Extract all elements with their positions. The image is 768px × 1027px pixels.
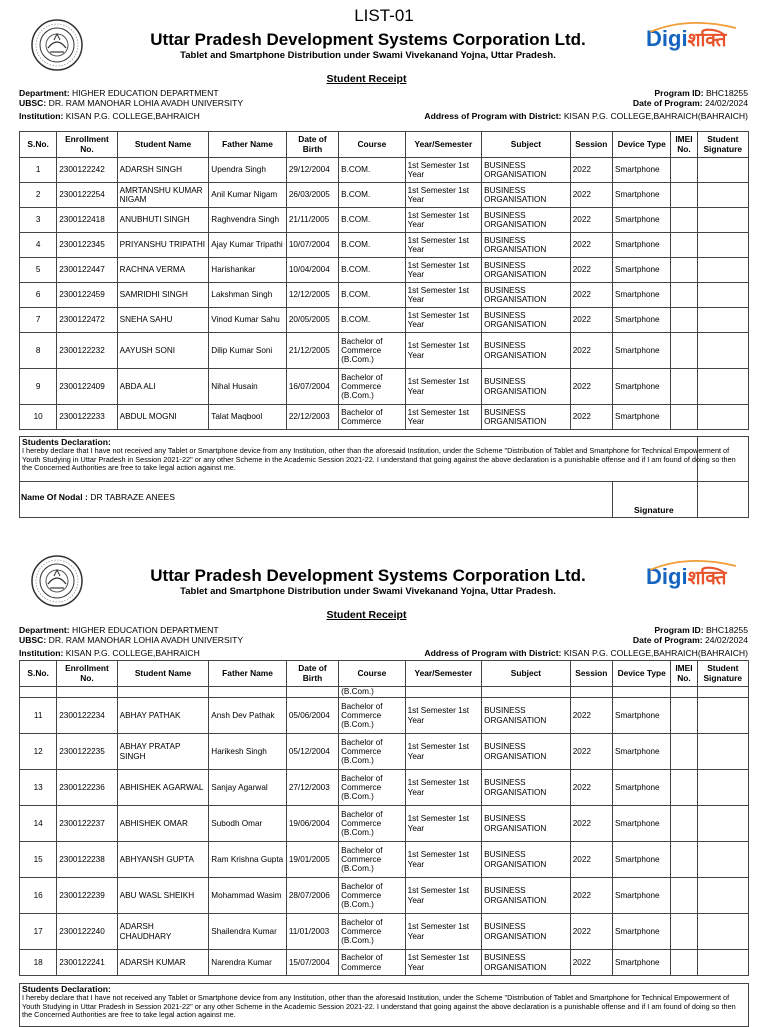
- cell-name: ABHAY PRATAP SINGH: [117, 734, 209, 770]
- cell-course: Bachelor of Commerce (B.Com.): [339, 369, 405, 405]
- cell-subject: BUSINESS ORGANISATION: [482, 770, 571, 806]
- cell-imei: [671, 878, 697, 914]
- corporation-title: Uttar Pradesh Development Systems Corporation Ltd.: [150, 566, 586, 585]
- column-header: Father Name: [209, 132, 287, 158]
- signature-label: Signature: [634, 505, 674, 515]
- cell-name: ANUBHUTI SINGH: [117, 208, 209, 233]
- cell-device: Smartphone: [613, 183, 671, 208]
- cell-dob: 16/07/2004: [286, 369, 338, 405]
- declaration-heading: Students Declaration:: [22, 437, 111, 447]
- cell-enroll: 2300122233: [57, 405, 117, 430]
- cell-device: Smartphone: [613, 770, 671, 806]
- cell-dob: 22/12/2003: [286, 405, 338, 430]
- cell-dob: 11/01/2003: [286, 914, 338, 950]
- cell-signature: [697, 914, 748, 950]
- cell-subject: BUSINESS ORGANISATION: [482, 698, 571, 734]
- cell-device: Smartphone: [613, 806, 671, 842]
- student-table-page-2: [19, 660, 749, 976]
- cell-father: Nihal Husain: [209, 369, 287, 405]
- cell-name: SNEHA SAHU: [117, 308, 209, 333]
- cell-imei: [671, 308, 697, 333]
- cell-signature: [697, 369, 748, 405]
- column-header: Enrollment No.: [57, 132, 117, 158]
- cell-dob: 26/03/2005: [286, 183, 338, 208]
- cell-imei: [671, 950, 697, 976]
- program-date-line: Date of Program: 24/02/2024: [632, 98, 748, 108]
- cell-name: AAYUSH SONI: [117, 333, 209, 369]
- cell-sno: 13: [20, 770, 57, 806]
- cell-course: Bachelor of Commerce (B.Com.): [339, 842, 405, 878]
- cell-subject: BUSINESS ORGANISATION: [482, 258, 571, 283]
- column-header: Student Name: [117, 661, 209, 687]
- cell-father: Dilip Kumar Soni: [209, 333, 287, 369]
- table-row: [20, 878, 749, 914]
- cell-subject: BUSINESS ORGANISATION: [482, 369, 571, 405]
- students-declaration-box-2: [19, 983, 749, 1027]
- cell-year: 1st Semester 1st Year: [405, 770, 482, 806]
- cell-year: 1st Semester 1st Year: [405, 233, 482, 258]
- column-header: Course: [339, 661, 405, 687]
- cell-session: 2022: [570, 308, 612, 333]
- cell-device: Smartphone: [613, 233, 671, 258]
- cell-subject: BUSINESS ORGANISATION: [482, 878, 571, 914]
- column-header: Date of Birth: [286, 661, 338, 687]
- cell-signature: [697, 258, 748, 283]
- cell-dob: 10/04/2004: [286, 258, 338, 283]
- cell-course: B.COM.: [339, 208, 405, 233]
- cell-signature: [697, 842, 748, 878]
- cell-dob: 05/12/2004: [286, 734, 338, 770]
- cell-device: Smartphone: [613, 258, 671, 283]
- cell-session: 2022: [570, 258, 612, 283]
- table-row: [20, 770, 749, 806]
- cell-imei: [671, 914, 697, 950]
- cell-signature: [697, 208, 748, 233]
- cell-course: Bachelor of Commerce (B.Com.): [339, 914, 405, 950]
- column-header: Date of Birth: [286, 132, 338, 158]
- column-header: S.No.: [20, 661, 57, 687]
- ubsc-line: UBSC: DR. RAM MANOHAR LOHIA AVADH UNIVERSITY: [19, 635, 244, 645]
- department-line: Department: HIGHER EDUCATION DEPARTMENT: [19, 625, 219, 635]
- cell-enroll: 2300122241: [57, 950, 117, 976]
- course-carryover: (B.Com.): [339, 687, 405, 698]
- signature-divider: [612, 481, 613, 518]
- cell-father: Raghvendra Singh: [209, 208, 287, 233]
- institution-line: Institution: KISAN P.G. COLLEGE,BAHRAICH: [19, 648, 200, 658]
- cell-subject: BUSINESS ORGANISATION: [482, 842, 571, 878]
- cell-imei: [671, 333, 697, 369]
- column-header: Year/Semester: [405, 661, 482, 687]
- cell-session: 2022: [570, 842, 612, 878]
- cell-sno: 18: [20, 950, 57, 976]
- cell-imei: [671, 698, 697, 734]
- program-address-line: Address of Program with District: KISAN P.G. COLLEGE,BAHRAICH(BAHRAICH): [424, 648, 748, 658]
- cell-enroll: 2300122242: [57, 158, 117, 183]
- cell-imei: [671, 842, 697, 878]
- column-header: Student Signature: [697, 132, 748, 158]
- cell-device: Smartphone: [613, 698, 671, 734]
- cell-subject: BUSINESS ORGANISATION: [482, 308, 571, 333]
- cell-enroll: 2300122472: [57, 308, 117, 333]
- cell-year: 1st Semester 1st Year: [405, 208, 482, 233]
- cell-name: RACHNA VERMA: [117, 258, 209, 283]
- list-title: LIST-01: [354, 6, 414, 25]
- table-row: [20, 405, 749, 430]
- cell-dob: 20/05/2005: [286, 308, 338, 333]
- cell-device: Smartphone: [613, 333, 671, 369]
- cell-subject: BUSINESS ORGANISATION: [482, 405, 571, 430]
- table-row: [20, 308, 749, 333]
- cell-sno: 2: [20, 183, 57, 208]
- department-line: Department: HIGHER EDUCATION DEPARTMENT: [19, 88, 219, 98]
- cell-name: ABDUL MOGNI: [117, 405, 209, 430]
- cell-year: 1st Semester 1st Year: [405, 258, 482, 283]
- cell-dob: 29/12/2004: [286, 158, 338, 183]
- table-row: [20, 950, 749, 976]
- cell-enroll: 2300122236: [57, 770, 117, 806]
- cell-signature: [697, 283, 748, 308]
- cell-name: ABDA ALI: [117, 369, 209, 405]
- cell-father: Harikesh Singh: [209, 734, 287, 770]
- student-table-page-1: [19, 131, 749, 430]
- cell-father: Vinod Kumar Sahu: [209, 308, 287, 333]
- cell-device: Smartphone: [613, 158, 671, 183]
- subtitle: Tablet and Smartphone Distribution under Swami Vivekanand Yojna, Uttar Pradesh.: [180, 50, 556, 61]
- cell-sno: 16: [20, 878, 57, 914]
- cell-imei: [671, 258, 697, 283]
- cell-subject: BUSINESS ORGANISATION: [482, 283, 571, 308]
- table-row: [20, 842, 749, 878]
- digishakti-logo: Digiशक्ति: [646, 564, 750, 598]
- cell-name: ADARSH SINGH: [117, 158, 209, 183]
- cell-imei: [671, 369, 697, 405]
- cell-signature: [697, 233, 748, 258]
- cell-course: B.COM.: [339, 158, 405, 183]
- cell-sno: 4: [20, 233, 57, 258]
- cell-session: 2022: [570, 158, 612, 183]
- table-row: [20, 233, 749, 258]
- cell-year: 1st Semester 1st Year: [405, 914, 482, 950]
- cell-imei: [671, 158, 697, 183]
- cell-session: 2022: [570, 950, 612, 976]
- cell-imei: [671, 283, 697, 308]
- cell-course: B.COM.: [339, 233, 405, 258]
- cell-name: ABHISHEK OMAR: [117, 806, 209, 842]
- cell-course: Bachelor of Commerce: [339, 950, 405, 976]
- cell-signature: [697, 308, 748, 333]
- cell-name: ADARSH CHAUDHARY: [117, 914, 209, 950]
- declaration-text: I hereby declare that I have not received any Tablet or Smartphone device from any Institution, other than the aforesaid Institution, under the Scheme "Distribution of Tablet and Smartphone for Technical Empowerment of Youth Studying in Uttar Pradesh in Session 2021-22" or any other Scheme in the Academic Session 2021-22. I understand that going against the above declaration is a punishable offense and if I am found of doing so then the Concerned Authorities are free to take legal action against me.: [22, 992, 736, 1020]
- column-header: IMEI No.: [671, 132, 697, 158]
- cell-imei: [671, 233, 697, 258]
- cell-father: Sanjay Agarwal: [209, 770, 287, 806]
- cell-signature: [697, 770, 748, 806]
- cell-year: 1st Semester 1st Year: [405, 734, 482, 770]
- cell-year: 1st Semester 1st Year: [405, 283, 482, 308]
- cell-session: 2022: [570, 283, 612, 308]
- cell-device: Smartphone: [613, 914, 671, 950]
- cell-sno: 1: [20, 158, 57, 183]
- column-header: S.No.: [20, 132, 57, 158]
- cell-sno: 10: [20, 405, 57, 430]
- column-header: Year/Semester: [405, 132, 482, 158]
- cell-device: Smartphone: [613, 842, 671, 878]
- table-row: [20, 283, 749, 308]
- cell-sno: 9: [20, 369, 57, 405]
- subtitle: Tablet and Smartphone Distribution under Swami Vivekanand Yojna, Uttar Pradesh.: [180, 586, 556, 597]
- table-row: [20, 914, 749, 950]
- cell-dob: 05/06/2004: [286, 698, 338, 734]
- cell-enroll: 2300122240: [57, 914, 117, 950]
- corporation-title: Uttar Pradesh Development Systems Corporation Ltd.: [150, 30, 586, 49]
- cell-device: Smartphone: [613, 734, 671, 770]
- cell-subject: BUSINESS ORGANISATION: [482, 914, 571, 950]
- cell-sno: 14: [20, 806, 57, 842]
- cell-course: B.COM.: [339, 183, 405, 208]
- cell-signature: [697, 183, 748, 208]
- table-row: [20, 183, 749, 208]
- column-header: Student Signature: [697, 661, 748, 687]
- cell-sno: 8: [20, 333, 57, 369]
- cell-dob: 19/01/2005: [286, 842, 338, 878]
- cell-enroll: 2300122459: [57, 283, 117, 308]
- column-header: Student Name: [117, 132, 209, 158]
- ubsc-line: UBSC: DR. RAM MANOHAR LOHIA AVADH UNIVERSITY: [19, 98, 244, 108]
- cell-subject: BUSINESS ORGANISATION: [482, 950, 571, 976]
- declaration-heading: Students Declaration:: [22, 984, 111, 994]
- cell-sno: 11: [20, 698, 57, 734]
- cell-course: Bachelor of Commerce (B.Com.): [339, 770, 405, 806]
- cell-subject: BUSINESS ORGANISATION: [482, 183, 571, 208]
- cell-father: Shailendra Kumar: [209, 914, 287, 950]
- cell-session: 2022: [570, 698, 612, 734]
- cell-sno: 3: [20, 208, 57, 233]
- table-row-carryover: [20, 687, 749, 698]
- column-header: IMEI No.: [671, 661, 697, 687]
- cell-device: Smartphone: [613, 308, 671, 333]
- cell-year: 1st Semester 1st Year: [405, 806, 482, 842]
- cell-sno: 5: [20, 258, 57, 283]
- cell-year: 1st Semester 1st Year: [405, 333, 482, 369]
- cell-enroll: 2300122232: [57, 333, 117, 369]
- cell-signature: [697, 806, 748, 842]
- table-row: [20, 158, 749, 183]
- cell-enroll: 2300122237: [57, 806, 117, 842]
- cell-session: 2022: [570, 806, 612, 842]
- cell-father: Ram Krishna Gupta: [209, 842, 287, 878]
- cell-father: Talat Maqbool: [209, 405, 287, 430]
- cell-dob: 10/07/2004: [286, 233, 338, 258]
- cell-year: 1st Semester 1st Year: [405, 183, 482, 208]
- cell-device: Smartphone: [613, 405, 671, 430]
- column-header: Subject: [482, 661, 571, 687]
- cell-father: Lakshman Singh: [209, 283, 287, 308]
- cell-year: 1st Semester 1st Year: [405, 369, 482, 405]
- cell-dob: 27/12/2003: [286, 770, 338, 806]
- cell-enroll: 2300122254: [57, 183, 117, 208]
- cell-course: Bachelor of Commerce (B.Com.): [339, 806, 405, 842]
- cell-year: 1st Semester 1st Year: [405, 308, 482, 333]
- cell-session: 2022: [570, 183, 612, 208]
- cell-name: ADARSH KUMAR: [117, 950, 209, 976]
- cell-imei: [671, 405, 697, 430]
- cell-course: B.COM.: [339, 258, 405, 283]
- cell-course: B.COM.: [339, 283, 405, 308]
- cell-dob: 12/12/2005: [286, 283, 338, 308]
- column-header: Device Type: [613, 132, 671, 158]
- table-row: [20, 208, 749, 233]
- cell-signature: [697, 950, 748, 976]
- cell-dob: 15/07/2004: [286, 950, 338, 976]
- cell-signature: [697, 158, 748, 183]
- cell-year: 1st Semester 1st Year: [405, 950, 482, 976]
- cell-father: Upendra Singh: [209, 158, 287, 183]
- table-row: [20, 734, 749, 770]
- cell-year: 1st Semester 1st Year: [405, 698, 482, 734]
- cell-enroll: 2300122234: [57, 698, 117, 734]
- cell-signature: [697, 405, 748, 430]
- cell-enroll: 2300122345: [57, 233, 117, 258]
- cell-father: Narendra Kumar: [209, 950, 287, 976]
- cell-session: 2022: [570, 233, 612, 258]
- cell-name: ABHAY PATHAK: [117, 698, 209, 734]
- cell-father: Ajay Kumar Tripathi: [209, 233, 287, 258]
- cell-imei: [671, 806, 697, 842]
- cell-subject: BUSINESS ORGANISATION: [482, 333, 571, 369]
- table-row: [20, 258, 749, 283]
- cell-father: Anil Kumar Nigam: [209, 183, 287, 208]
- column-header: Course: [339, 132, 405, 158]
- cell-enroll: 2300122409: [57, 369, 117, 405]
- cell-device: Smartphone: [613, 208, 671, 233]
- cell-father: Harishankar: [209, 258, 287, 283]
- cell-session: 2022: [570, 369, 612, 405]
- column-header: Subject: [482, 132, 571, 158]
- cell-session: 2022: [570, 208, 612, 233]
- cell-course: B.COM.: [339, 308, 405, 333]
- column-header: Enrollment No.: [57, 661, 117, 687]
- cell-name: ABHISHEK AGARWAL: [117, 770, 209, 806]
- cell-course: Bachelor of Commerce (B.Com.): [339, 734, 405, 770]
- cell-imei: [671, 770, 697, 806]
- cell-subject: BUSINESS ORGANISATION: [482, 734, 571, 770]
- digishakti-logo: Digiशक्ति: [646, 26, 750, 60]
- declaration-text: I hereby declare that I have not received any Tablet or Smartphone device from any Institution, other than the aforesaid Institution, under the Scheme "Distribution of Tablet and Smartphone for Technical Empowerment of Youth Studying in Uttar Pradesh in Session 2021-22" or any other Scheme in the Academic Session 2021-22. I understand that going against the above declaration is a punishable offense and if I am found of doing so then the Concerned Authorities are free to take legal action against me.: [22, 445, 736, 473]
- receipt-title: Student Receipt: [326, 73, 407, 85]
- table-row: [20, 698, 749, 734]
- cell-name: SAMRIDHI SINGH: [117, 283, 209, 308]
- program-id-line: Program ID: BHC18255: [654, 625, 748, 635]
- signature-column-line: [697, 436, 698, 518]
- cell-sno: 7: [20, 308, 57, 333]
- cell-course: Bachelor of Commerce (B.Com.): [339, 333, 405, 369]
- cell-enroll: 2300122235: [57, 734, 117, 770]
- cell-course: Bachelor of Commerce (B.Com.): [339, 698, 405, 734]
- cell-imei: [671, 734, 697, 770]
- cell-sno: 15: [20, 842, 57, 878]
- cell-enroll: 2300122418: [57, 208, 117, 233]
- cell-imei: [671, 183, 697, 208]
- cell-enroll: 2300122238: [57, 842, 117, 878]
- cell-year: 1st Semester 1st Year: [405, 405, 482, 430]
- cell-signature: [697, 698, 748, 734]
- cell-signature: [697, 734, 748, 770]
- cell-dob: 19/06/2004: [286, 806, 338, 842]
- cell-dob: 28/07/2006: [286, 878, 338, 914]
- cell-device: Smartphone: [613, 369, 671, 405]
- program-date-line: Date of Program: 24/02/2024: [632, 635, 748, 645]
- cell-year: 1st Semester 1st Year: [405, 842, 482, 878]
- column-header: Session: [570, 132, 612, 158]
- cell-session: 2022: [570, 405, 612, 430]
- cell-subject: BUSINESS ORGANISATION: [482, 233, 571, 258]
- cell-subject: BUSINESS ORGANISATION: [482, 806, 571, 842]
- column-header: Session: [570, 661, 612, 687]
- cell-dob: 21/11/2005: [286, 208, 338, 233]
- cell-signature: [697, 878, 748, 914]
- receipt-title: Student Receipt: [326, 609, 407, 621]
- cell-device: Smartphone: [613, 878, 671, 914]
- cell-name: PRIYANSHU TRIPATHI: [117, 233, 209, 258]
- nodal-name-line: Name Of Nodal : DR TABRAZE ANEES: [21, 492, 175, 502]
- program-address-line: Address of Program with District: KISAN P.G. COLLEGE,BAHRAICH(BAHRAICH): [424, 111, 748, 121]
- cell-father: Ansh Dev Pathak: [209, 698, 287, 734]
- cell-father: Subodh Omar: [209, 806, 287, 842]
- cell-session: 2022: [570, 914, 612, 950]
- program-id-line: Program ID: BHC18255: [654, 88, 748, 98]
- cell-device: Smartphone: [613, 950, 671, 976]
- cell-session: 2022: [570, 734, 612, 770]
- cell-course: Bachelor of Commerce (B.Com.): [339, 878, 405, 914]
- cell-session: 2022: [570, 878, 612, 914]
- cell-name: ABU WASL SHEIKH: [117, 878, 209, 914]
- cell-device: Smartphone: [613, 283, 671, 308]
- cell-sno: 17: [20, 914, 57, 950]
- cell-session: 2022: [570, 770, 612, 806]
- divider: [19, 481, 749, 482]
- cell-year: 1st Semester 1st Year: [405, 878, 482, 914]
- cell-subject: BUSINESS ORGANISATION: [482, 158, 571, 183]
- table-row: [20, 333, 749, 369]
- cell-enroll: 2300122447: [57, 258, 117, 283]
- cell-course: Bachelor of Commerce: [339, 405, 405, 430]
- cell-name: AMRTANSHU KUMAR NIGAM: [117, 183, 209, 208]
- table-row: [20, 806, 749, 842]
- cell-father: Mohammad Wasim: [209, 878, 287, 914]
- cell-sno: 12: [20, 734, 57, 770]
- institution-line: Institution: KISAN P.G. COLLEGE,BAHRAICH: [19, 111, 200, 121]
- cell-dob: 21/12/2005: [286, 333, 338, 369]
- cell-signature: [697, 333, 748, 369]
- cell-session: 2022: [570, 333, 612, 369]
- cell-imei: [671, 208, 697, 233]
- cell-subject: BUSINESS ORGANISATION: [482, 208, 571, 233]
- cell-year: 1st Semester 1st Year: [405, 158, 482, 183]
- cell-name: ABHYANSH GUPTA: [117, 842, 209, 878]
- column-header: Device Type: [613, 661, 671, 687]
- cell-enroll: 2300122239: [57, 878, 117, 914]
- cell-sno: 6: [20, 283, 57, 308]
- table-row: [20, 369, 749, 405]
- column-header: Father Name: [209, 661, 287, 687]
